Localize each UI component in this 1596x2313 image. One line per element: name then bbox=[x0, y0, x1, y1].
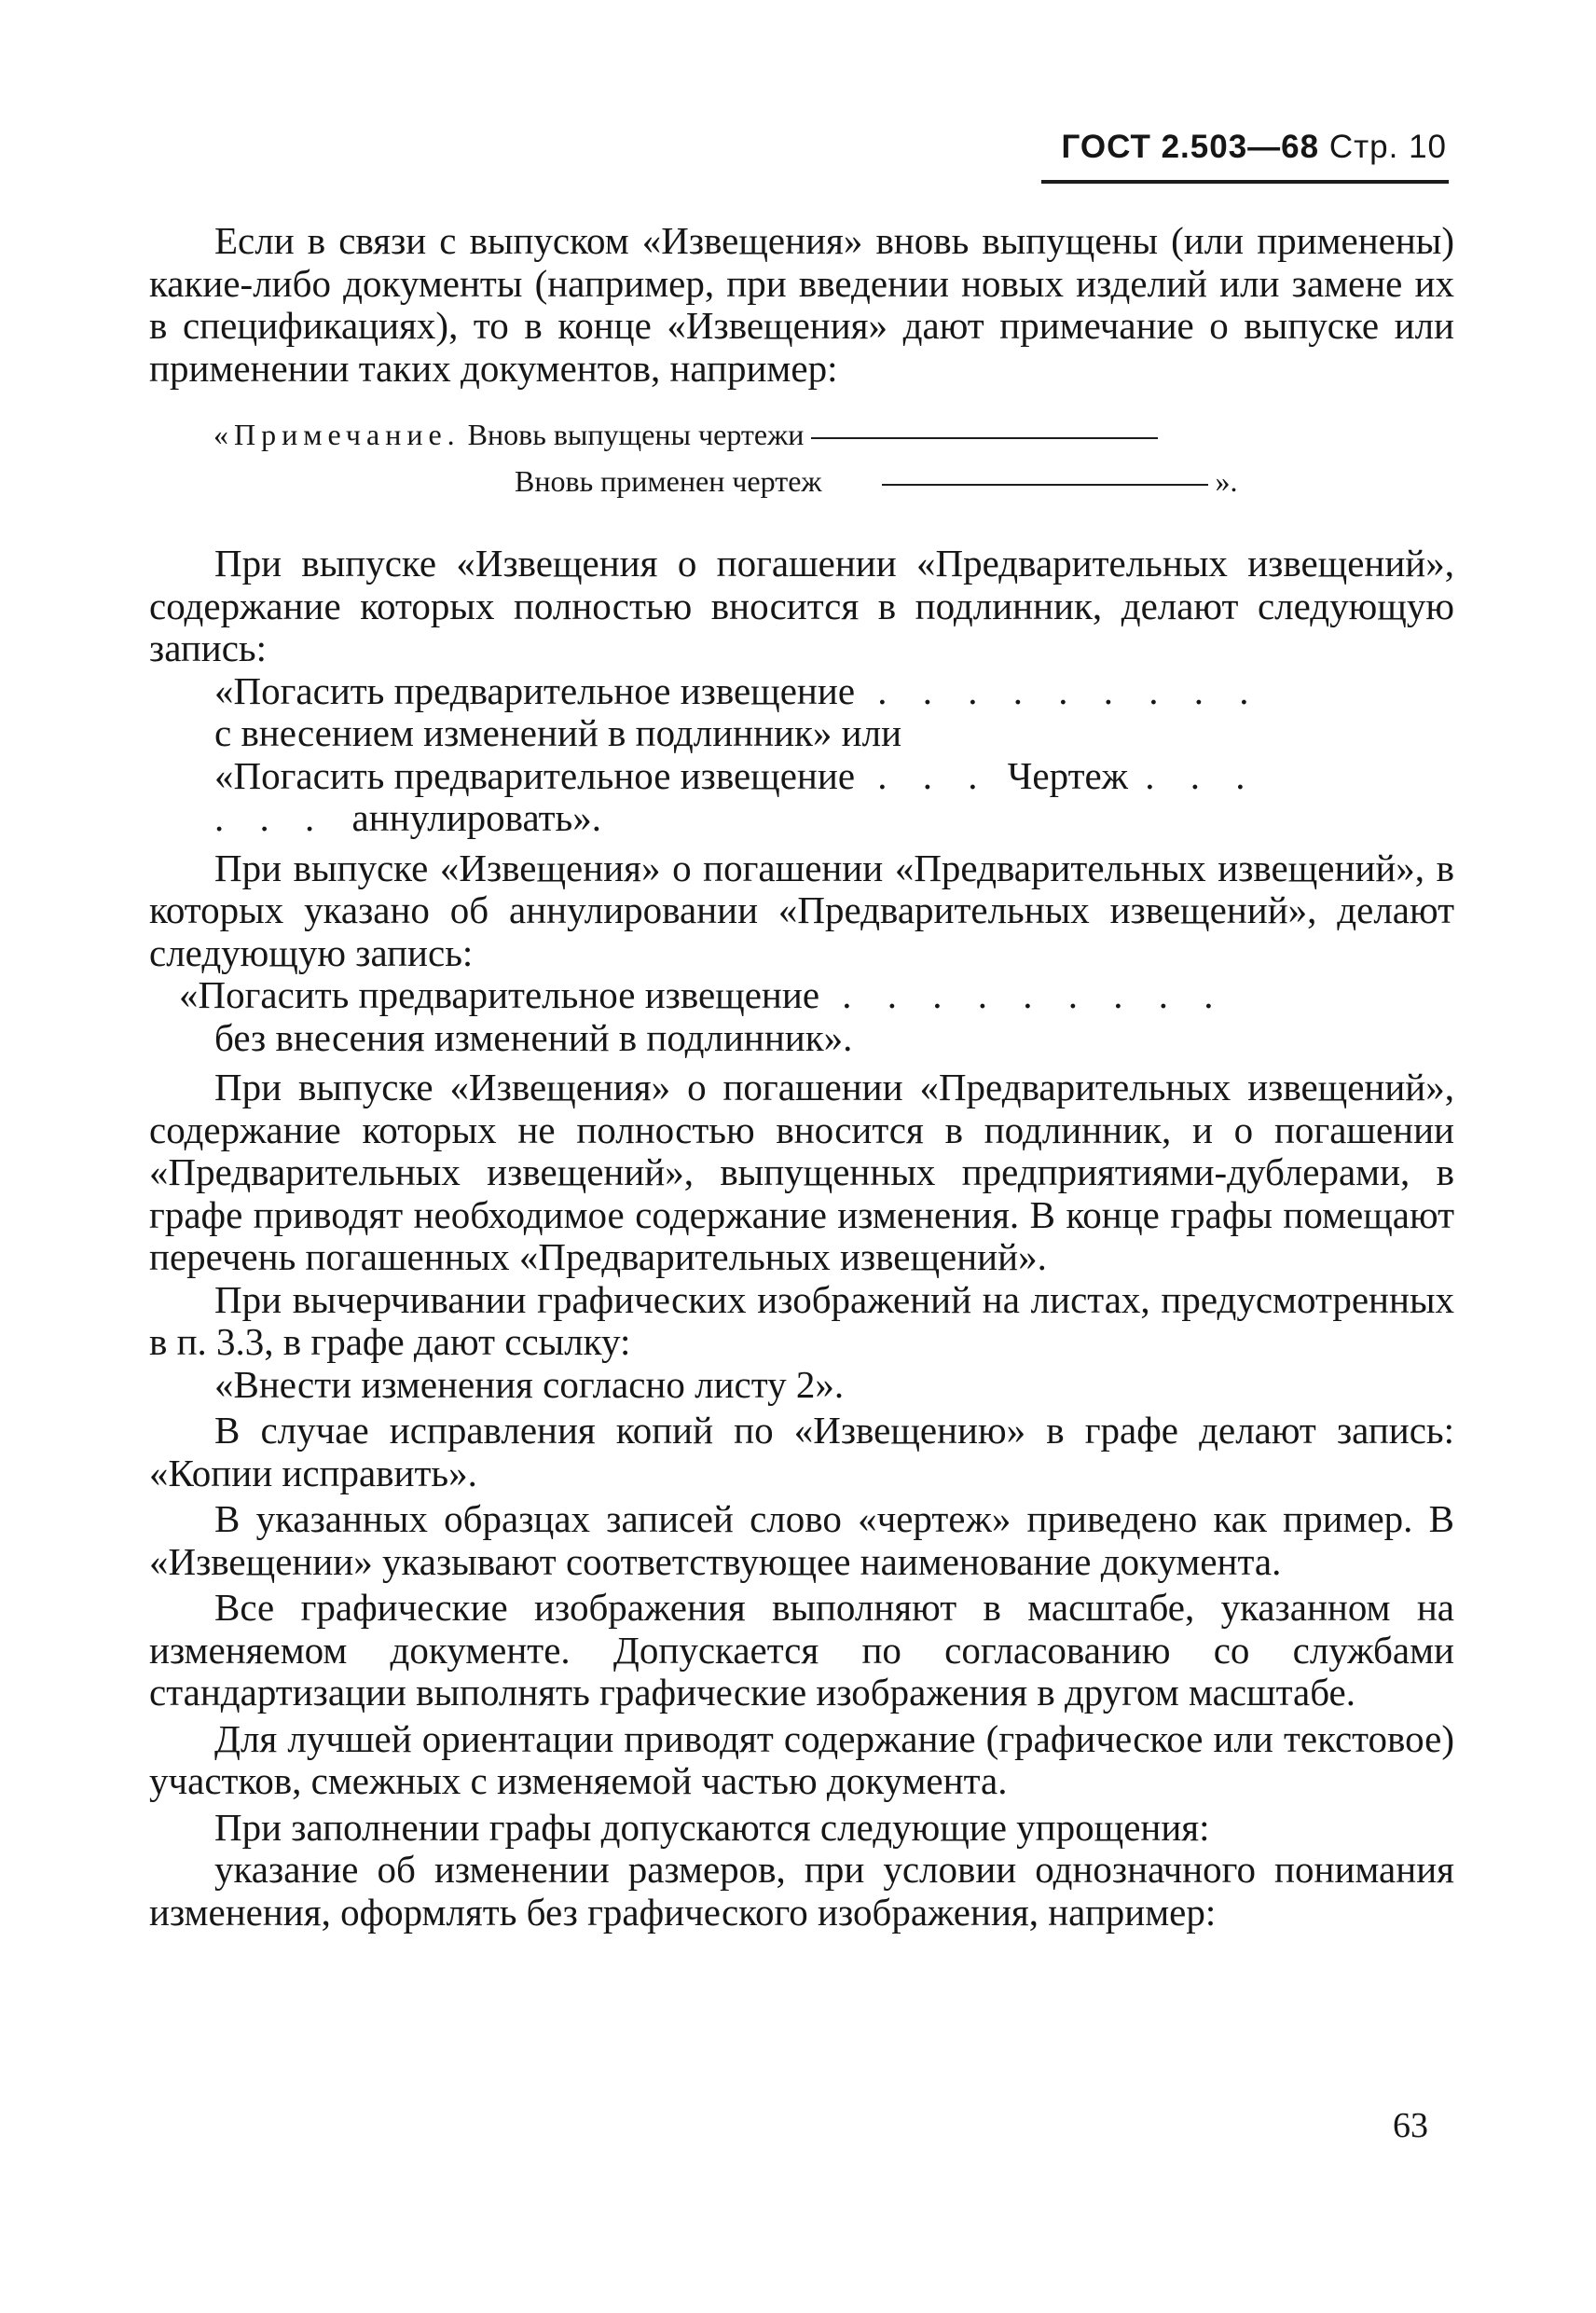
blank-line bbox=[811, 437, 1158, 439]
note-line-1 bbox=[213, 418, 1158, 452]
record-line bbox=[149, 670, 1454, 713]
paragraph: Если в связи с выпуском «Извещения» вновь выпущены (или применены) какие-либо документы (например, при введении новых изделий или замене их в спецификациях), то в конце «Извещения» дают примечание о выпуске или применении таких документов, например: bbox=[149, 219, 1454, 390]
standard-designation: ГОСТ 2.503—68 bbox=[1061, 129, 1320, 165]
paragraph: При выпуске «Извещения о погашении «Предварительных извещений», содержание которых полностью вносится в подлинник, делают следующую запись: bbox=[149, 542, 1454, 669]
paragraph: При вычерчивании графических изображений на листах, предусмотренных в п. 3.3, в графе дают ссылку: bbox=[149, 1277, 1454, 1363]
document-body bbox=[149, 220, 1454, 1934]
paragraph: При выпуске «Извещения» о погашении «Предварительных извещений», в которых указано об аннулировании «Предварительных извещений», делают следующую запись: bbox=[149, 846, 1454, 974]
paragraph: Для лучшей ориентации приводят содержание (графическое или текстовое) участков, смежных с изменяемой частью документа. bbox=[149, 1716, 1454, 1802]
record-dots: . . . bbox=[214, 796, 328, 839]
note-label: «Примечание. bbox=[213, 418, 461, 451]
record-line bbox=[149, 755, 1454, 798]
paragraph: При заполнении графы допускаются следующие упрощения: bbox=[214, 1805, 1210, 1849]
paragraph: В случае исправления копий по «Извещению» в графе делают запись: «Копии исправить». bbox=[149, 1409, 1454, 1494]
paragraph: При выпуске «Извещения» о погашении «Предварительных извещений», содержание которых не полностью вносится в подлинник, и о погашении «Предварительных извещений», выпущенных предприятиями-дублерами, в графе приводят необходимое содержание изменения. В конце графы помещают перечень погашенных «Предварительных извещений». bbox=[149, 1066, 1454, 1278]
note-text-2: Вновь применен чертеж bbox=[515, 464, 822, 498]
page-label: Стр. 10 bbox=[1328, 129, 1447, 165]
note-block bbox=[149, 418, 1454, 511]
note-line-2 bbox=[515, 464, 1238, 499]
record-line bbox=[149, 974, 1454, 1017]
paragraph: В указанных образцах записей слово «чертеж» приведено как пример. В «Извещении» указывают соответствующее наименование документа. bbox=[149, 1497, 1454, 1583]
page-header bbox=[1061, 129, 1447, 166]
record-text: «Погасить предварительное извещение bbox=[179, 973, 820, 1016]
record-dots: . . . . . . . . . bbox=[842, 973, 1227, 1016]
paragraph: «Внести изменения согласно листу 2». bbox=[214, 1362, 845, 1406]
record-text: «Погасить предварительное извещение bbox=[214, 668, 856, 712]
record-text: аннулировать». bbox=[351, 796, 602, 839]
note-end: ». bbox=[1215, 464, 1238, 498]
paragraph: Все графические изображения выполняют в масштабе, указанном на изменяемом документе. Допускается по согласованию со службами стандартизации выполнять графические изображения в другом масштабе. bbox=[149, 1586, 1454, 1714]
record-dots: . . . . . . . . . bbox=[877, 668, 1262, 712]
note-text-1: Вновь выпущены чертежи bbox=[467, 418, 805, 451]
page-number: 63 bbox=[1393, 2106, 1428, 2145]
record-dots: . . . bbox=[877, 753, 991, 797]
record-line bbox=[149, 797, 1454, 840]
record-dots: . . . bbox=[1145, 753, 1259, 797]
header-rule bbox=[1041, 180, 1449, 184]
record-text: «Погасить предварительное извещение bbox=[214, 753, 856, 797]
record-line: без внесения изменений в подлинник». bbox=[214, 1015, 853, 1059]
record-word: Чертеж bbox=[1007, 753, 1129, 797]
blank-line bbox=[882, 484, 1208, 486]
paragraph: указание об изменении размеров, при условии однозначного понимания изменения, оформлять без графического изображения, например: bbox=[149, 1848, 1454, 1934]
record-line: с внесением изменений в подлинник» или bbox=[214, 711, 902, 754]
